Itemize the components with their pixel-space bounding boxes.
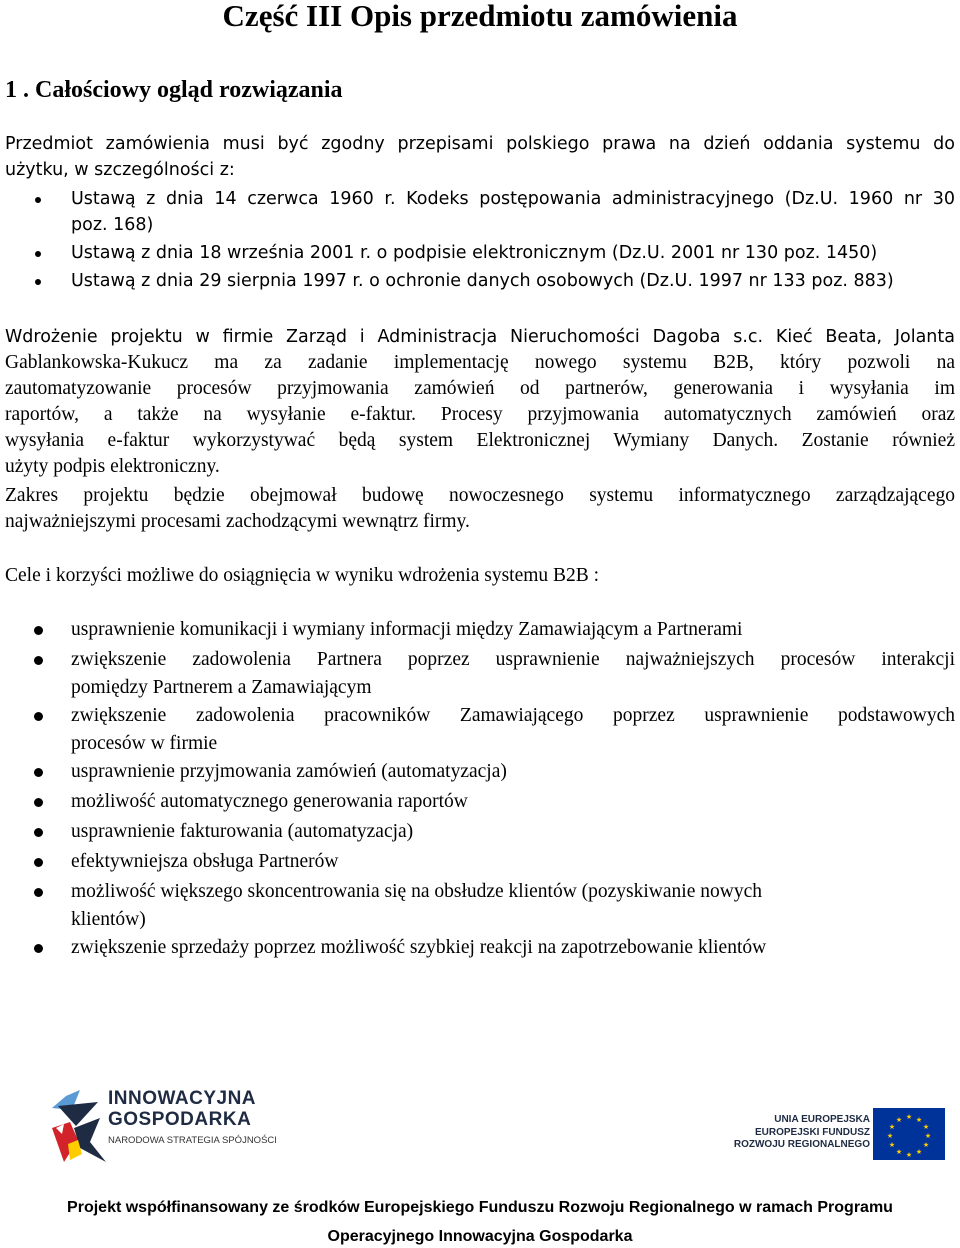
goal-bullet-1 (34, 626, 43, 635)
goal-bullet-2 (34, 656, 43, 665)
logo-ig-line-1: INNOWACYJNA (108, 1088, 257, 1109)
scope-line-1: Zakres projektu będzie obejmował budowę nowoczesnego systemu informatycznego zarządzającego (5, 485, 955, 506)
goal-item-8-line-2: klientów) (71, 909, 146, 930)
intro-line-1: Przedmiot zamówienia musi być zgodny przepisami polskiego prawa na dzień oddania systemu do (5, 134, 955, 154)
svg-text:★: ★ (888, 1141, 896, 1149)
implementation-line-3: zautomatyzowanie procesów przyjmowania zamówień od partnerów, generowania i wysyłania im (5, 378, 955, 399)
goal-item-3-line-1: zwiększenie zadowolenia pracowników Zamawiającego poprzez usprawnienie podstawowych (71, 705, 955, 726)
innowacyjna-star-icon (50, 1088, 106, 1164)
svg-text:★: ★ (922, 1123, 930, 1131)
goal-item-2-line-2: pomiędzy Partnerem a Zamawiającym (71, 677, 372, 698)
law-item-2: Ustawą z dnia 18 września 2001 r. o podpisie elektronicznym (Dz.U. 2001 nr 130 poz. 1450) (71, 243, 878, 263)
eu-logo (733, 1108, 945, 1160)
law-bullet-1 (35, 197, 41, 203)
section-heading: 1 . Całościowy ogląd rozwiązania (5, 77, 343, 103)
scope-line-2: najważniejszymi procesami zachodzącymi wewnątrz firmy. (5, 511, 470, 532)
eu-flag-icon (873, 1108, 945, 1160)
logo-eu-line-3: ROZWOJU REGIONALNEGO (733, 1139, 870, 1150)
svg-text:★: ★ (895, 1148, 903, 1156)
footer-line-2: Operacyjnego Innowacyjna Gospodarka (327, 1228, 633, 1245)
implementation-line-4: raportów, a także na wysyłanie e-faktur. Procesy przyjmowania automatycznych zamówień oraz (5, 404, 955, 425)
implementation-line-1: Wdrożenie projektu w firmie Zarząd i Administracja Nieruchomości Dagoba s.c. Kieć Beata, Jolanta (5, 327, 955, 347)
law-item-3: Ustawą z dnia 29 sierpnia 1997 r. o ochronie danych osobowych (Dz.U. 1997 nr 133 poz. 883) (71, 271, 894, 291)
law-bullet-3 (35, 279, 41, 285)
page-title: Część III Opis przedmiotu zamówienia (222, 0, 738, 33)
law-bullet-2 (35, 251, 41, 257)
goal-item-9: zwiększenie sprzedaży poprzez możliwość szybkiej reakcji na zapotrzebowanie klientów (71, 937, 767, 958)
law-item-1-line-2: poz. 168) (71, 215, 154, 235)
goal-bullet-4 (34, 768, 43, 777)
svg-text:★: ★ (905, 1151, 913, 1159)
logo-ig-line-2: GOSPODARKA (108, 1109, 252, 1130)
svg-text:★: ★ (924, 1132, 932, 1140)
svg-text:★: ★ (886, 1132, 894, 1140)
svg-text:★: ★ (895, 1116, 903, 1124)
goal-bullet-5 (34, 798, 43, 807)
footer-line-1: Projekt współfinansowany ze środków Europejskiego Funduszu Rozwoju Regionalnego w ramach Programu (67, 1199, 893, 1216)
goal-item-2-line-1: zwiększenie zadowolenia Partnera poprzez usprawnienie najważniejszych procesów interakcji (71, 649, 955, 670)
logo-eu-line-2: EUROPEJSKI FUNDUSZ (754, 1127, 870, 1138)
goal-bullet-3 (34, 712, 43, 721)
goal-bullet-6 (34, 828, 43, 837)
svg-text:★: ★ (905, 1113, 913, 1121)
implementation-line-5: wysyłania e-faktur wykorzystywać będą system Elektronicznej Wymiany Danych. Zostanie również (5, 430, 955, 451)
logo-ig-line-3: NARODOWA STRATEGIA SPÓJNOŚCI (108, 1135, 277, 1146)
goals-heading: Cele i korzyści możliwe do osiągnięcia w wyniku wdrożenia systemu B2B : (5, 565, 600, 586)
svg-text:★: ★ (915, 1148, 923, 1156)
goal-bullet-7 (34, 858, 43, 867)
goal-item-5: możliwość automatycznego generowania raportów (71, 791, 468, 812)
logo-eu-line-1: UNIA EUROPEJSKA (774, 1114, 870, 1125)
goal-bullet-8 (34, 888, 43, 897)
innowacyjna-gospodarka-logo (50, 1088, 280, 1164)
svg-text:★: ★ (922, 1141, 930, 1149)
goal-bullet-9 (34, 944, 43, 953)
intro-line-2: użytku, w szczególności z: (5, 160, 235, 180)
implementation-line-6: użyty podpis elektroniczny. (5, 456, 220, 477)
goal-item-7: efektywniejsza obsługa Partnerów (71, 851, 339, 872)
goal-item-3-line-2: procesów w firmie (71, 733, 218, 754)
goal-item-1: usprawnienie komunikacji i wymiany informacji między Zamawiającym a Partnerami (71, 619, 743, 640)
goal-item-6: usprawnienie fakturowania (automatyzacja) (71, 821, 414, 842)
goal-item-4: usprawnienie przyjmowania zamówień (automatyzacja) (71, 761, 507, 782)
law-item-1-line-1: Ustawą z dnia 14 czerwca 1960 r. Kodeks postępowania administracyjnego (Dz.U. 1960 nr 30 (71, 189, 955, 209)
goal-item-8-line-1: możliwość większego skoncentrowania się na obsłudze klientów (pozyskiwanie nowych (71, 881, 762, 902)
svg-text:★: ★ (888, 1123, 896, 1131)
implementation-line-2: Gablankowska-Kukucz ma za zadanie implementację nowego systemu B2B, który pozwoli na (5, 352, 955, 373)
svg-text:★: ★ (915, 1116, 923, 1124)
